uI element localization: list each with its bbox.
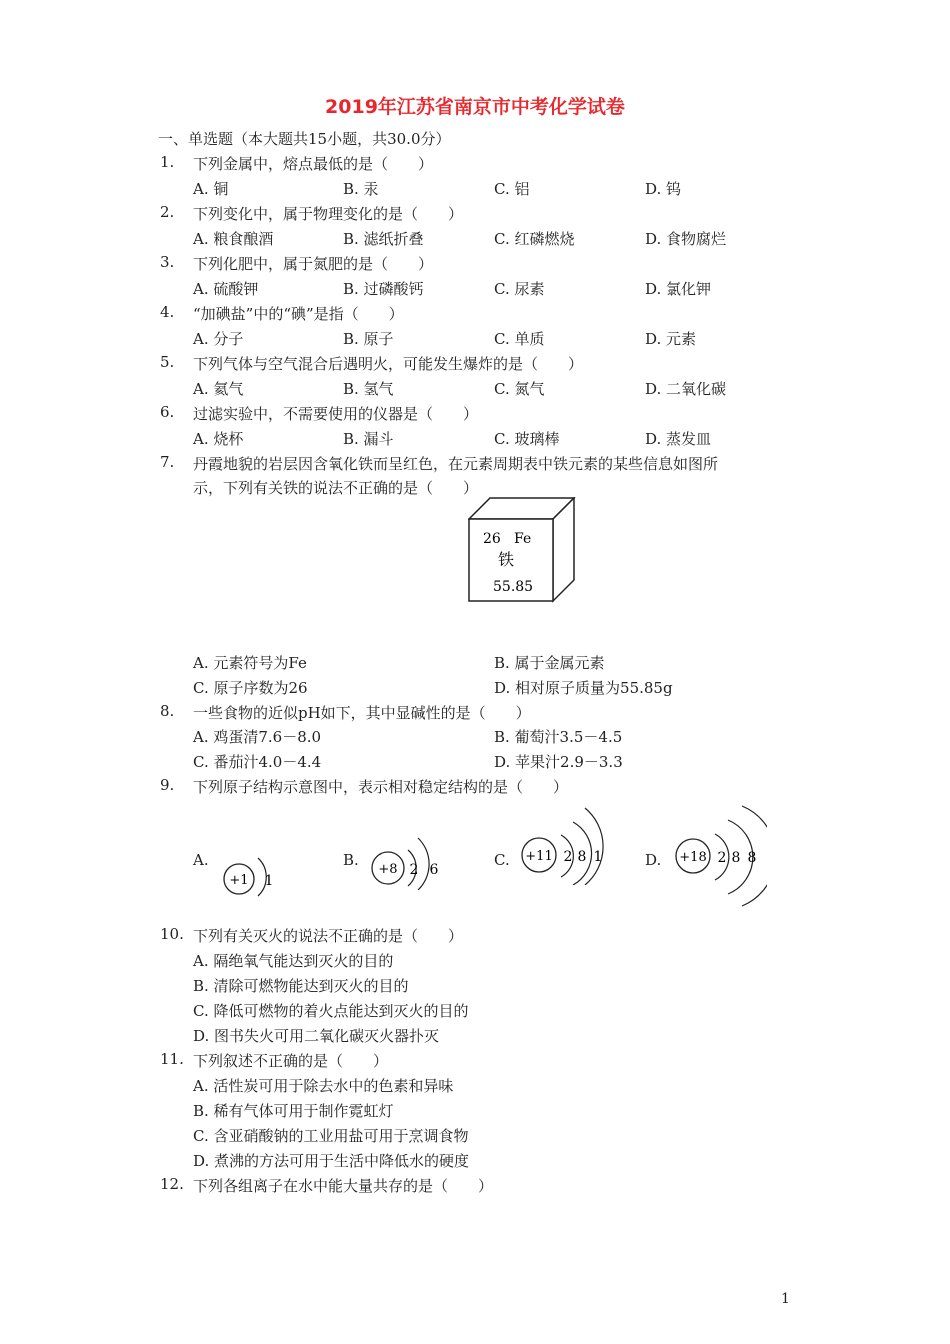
question-number: 9. [160,776,175,794]
option-b[interactable]: B. 清除可燃物能达到灭火的目的 [193,977,409,995]
option-b[interactable]: B. [343,851,359,869]
shell-electrons: 2 [717,850,727,866]
question-number: 8. [160,702,175,720]
question-text: 下列原子结构示意图中，表示相对稳定结构的是（ ） [193,778,569,796]
shell-electrons: 8 [577,849,587,865]
option-b[interactable]: B. 漏斗 [343,430,394,448]
option-a[interactable]: A. 活性炭可用于除去水中的色素和异味 [193,1077,454,1095]
option-c[interactable]: C. 含亚硝酸钠的工业用盐可用于烹调食物 [193,1127,469,1145]
question-text: 丹霞地貌的岩层因含氧化铁而呈红色，在元素周期表中铁元素的某些信息如图所 [193,455,719,473]
section-heading: 一、单选题（本大题共15小题，共30.0分） [158,130,451,148]
question-text: 下列化肥中，属于氮肥的是（ ） [193,255,434,273]
option-c[interactable]: C. [494,851,510,869]
option-c[interactable]: C. 玻璃棒 [494,430,560,448]
question-number: 7. [160,453,175,471]
option-a[interactable]: A. 硫酸钾 [193,280,259,298]
option-b[interactable]: B. 原子 [343,330,394,348]
question-text: 下列叙述不正确的是（ ） [193,1052,389,1070]
option-b[interactable]: B. 过磷酸钙 [343,280,424,298]
shell-electrons: 2 [409,862,419,878]
option-c[interactable]: C. 铝 [494,180,530,198]
shell-electrons: 1 [264,873,274,889]
shell-electrons: 2 [563,849,573,865]
option-c[interactable]: C. 原子序数为26 [193,679,308,697]
option-c[interactable]: C. 氮气 [494,380,545,398]
iron-element-tile [468,497,578,603]
option-a[interactable]: A. 铜 [193,180,229,198]
option-b[interactable]: B. 氢气 [343,380,394,398]
option-b[interactable]: B. 滤纸折叠 [343,230,424,248]
shell-electrons: 1 [593,849,603,865]
nucleus-label: +1 [229,873,249,888]
option-a[interactable]: A. 鸡蛋清7.6－8.0 [193,728,322,746]
option-d[interactable]: D. 钨 [645,180,682,198]
option-d[interactable]: D. [645,851,662,869]
nucleus-label: +18 [679,850,707,865]
option-c[interactable]: C. 尿素 [494,280,545,298]
question-number: 3. [160,253,175,271]
option-d[interactable]: D. 图书失火可用二氧化碳灭火器扑灭 [193,1027,440,1045]
option-d[interactable]: D. 蒸发皿 [645,430,712,448]
nucleus-label: +11 [525,849,553,864]
question-number: 2. [160,203,175,221]
option-a[interactable]: A. [193,851,209,869]
exam-title: 2019年江苏省南京市中考化学试卷 [325,96,625,118]
question-text: 下列各组离子在水中能大量共存的是（ ） [193,1177,494,1195]
option-a[interactable]: A. 氦气 [193,380,244,398]
element-number: 26 [483,531,501,547]
question-number: 1. [160,153,175,171]
question-text: 一些食物的近似pH如下，其中显碱性的是（ ） [193,704,531,722]
option-d[interactable]: D. 食物腐烂 [645,230,727,248]
option-d[interactable]: D. 二氧化碳 [645,380,727,398]
option-b[interactable]: B. 属于金属元素 [494,654,605,672]
option-a[interactable]: A. 隔绝氧气能达到灭火的目的 [193,952,394,970]
question-text: 过滤实验中，不需要使用的仪器是（ ） [193,405,479,423]
option-b[interactable]: B. 稀有气体可用于制作霓虹灯 [193,1102,394,1120]
option-c[interactable]: C. 单质 [494,330,545,348]
question-text: “加碘盐”中的“碘”是指（ ） [193,305,404,323]
question-number: 10. [160,925,184,943]
nucleus-label: +8 [378,862,398,877]
option-d[interactable]: D. 苹果汁2.9－3.3 [494,753,623,771]
atom-diagram-c [518,800,613,885]
option-c[interactable]: C. 红磷燃烧 [494,230,575,248]
question-text: 下列有关灭火的说法不正确的是（ ） [193,927,464,945]
question-text-line2: 示，下列有关铁的说法不正确的是（ ） [193,479,479,497]
option-a[interactable]: A. 粮食酿酒 [193,230,274,248]
option-d[interactable]: D. 元素 [645,330,697,348]
option-a[interactable]: A. 烧杯 [193,430,244,448]
option-b[interactable]: B. 汞 [343,180,379,198]
question-number: 5. [160,353,175,371]
question-number: 6. [160,403,175,421]
question-number: 11. [160,1050,184,1068]
question-text: 下列气体与空气混合后遇明火，可能发生爆炸的是（ ） [193,355,584,373]
question-number: 12. [160,1175,184,1193]
element-symbol: Fe [514,531,532,547]
atom-diagram-d [672,800,767,908]
shell-electrons: 8 [747,850,757,866]
option-c[interactable]: C. 降低可燃物的着火点能达到灭火的目的 [193,1002,469,1020]
question-number: 4. [160,303,175,321]
question-text: 下列金属中，熔点最低的是（ ） [193,155,434,173]
option-a[interactable]: A. 元素符号为Fe [193,654,307,672]
element-name: 铁 [498,550,515,569]
atom-diagram-b [368,820,448,890]
question-text: 下列变化中，属于物理变化的是（ ） [193,205,464,223]
option-b[interactable]: B. 葡萄汁3.5－4.5 [494,728,623,746]
option-c[interactable]: C. 番茄汁4.0－4.4 [193,753,322,771]
atom-diagram-a [220,848,280,898]
page-number: 1 [781,1291,790,1307]
option-d[interactable]: D. 煮沸的方法可用于生活中降低水的硬度 [193,1152,470,1170]
option-a[interactable]: A. 分子 [193,330,244,348]
shell-electrons: 8 [731,850,741,866]
shell-electrons: 6 [429,862,439,878]
element-mass: 55.85 [493,579,534,595]
option-d[interactable]: D. 氯化钾 [645,280,712,298]
option-d[interactable]: D. 相对原子质量为55.85g [494,679,673,697]
